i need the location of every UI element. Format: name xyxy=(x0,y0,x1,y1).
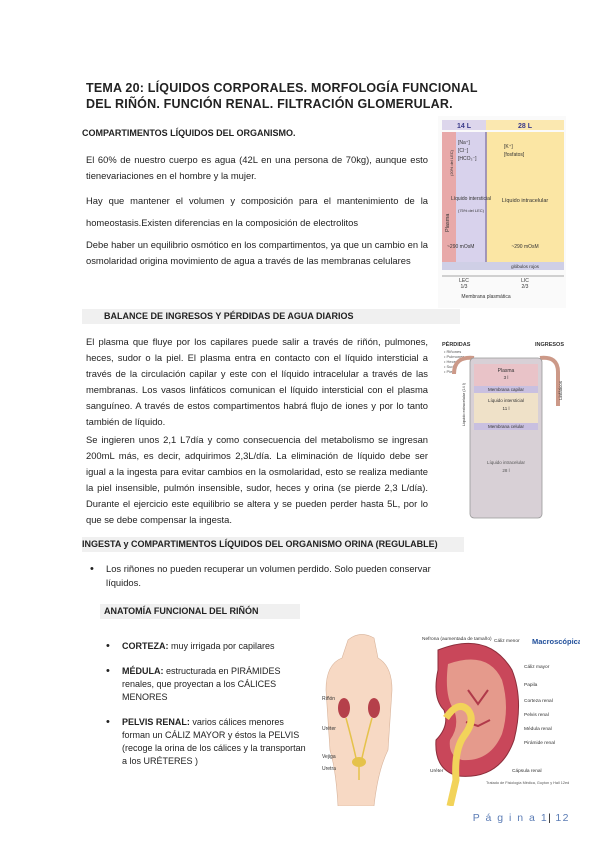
page-total: 12 xyxy=(555,812,570,824)
plasma-label: Plasma xyxy=(445,213,451,232)
paragraph: Hay que mantener el volumen y composición para el mantenimiento de la homeostasis.Existen diferencias en la composición de electrolitos xyxy=(86,195,428,228)
list-item: • MÉDULA: estructurada en PIRÁMIDES renales, que proyectan a los CÁLICES MENORES xyxy=(106,665,306,704)
section-heading-anatomy: ANATOMÍA FUNCIONAL DEL RIÑÓN xyxy=(100,604,300,619)
compartments-figure xyxy=(438,116,566,308)
globulos-label: glóbulos rojos xyxy=(511,264,539,269)
page-title: TEMA 20: LÍQUIDOS CORPORALES. MORFOLOGÍA FUNCIONAL DEL RIÑÓN. FUNCIÓN RENAL. FILTRACIÓN GLOMERULAR. xyxy=(86,81,478,111)
svg-text:Cápsula renal: Cápsula renal xyxy=(512,769,542,774)
list-item: • CORTEZA: muy irrigada por capilares xyxy=(106,640,306,653)
kidney-figure xyxy=(318,630,580,806)
anatomy-list xyxy=(106,640,306,768)
label-rinon: Riñón xyxy=(322,696,336,702)
membrane-label: Membrana plasmática xyxy=(461,294,511,300)
lymphatics-label: Linfáticos xyxy=(558,380,563,400)
list-item: • PELVIS RENAL: varios cálices menores forman un CÁLIZ MAYOR y éstos la PELVIS (recoge la orina de los cálices y la transportan a los URÉTERES ) xyxy=(106,716,306,768)
losses-label: PÉRDIDAS xyxy=(442,342,471,348)
section-heading-intake: INGESTA y COMPARTIMENTOS LÍQUIDOS DEL ORGANISMO ORINA (REGULABLE) xyxy=(82,537,464,552)
svg-text:Pirámide renal: Pirámide renal xyxy=(524,741,555,746)
osm-left: ~290 mOsM xyxy=(447,244,475,250)
svg-text:• Sudor: • Sudor xyxy=(444,364,458,369)
paragraph: El 60% de nuestro cuerpo es agua (42L en una persona de 70kg), aunque esto tienevariaciones en el hombre y la mujer. xyxy=(86,154,428,181)
extracellular-label: Líquido extracelular (14 l) xyxy=(462,383,466,426)
plasma-label: Plasma xyxy=(497,368,515,374)
intracellular-label: Líquido intracelular xyxy=(486,460,526,465)
capillary-membrane: Membrana capilar xyxy=(487,387,525,392)
cell-membrane: Membrana celular xyxy=(487,424,525,429)
section-heading-compartments: COMPARTIMENTOS LÍQUIDOS DEL ORGANISMO. xyxy=(82,128,296,138)
svg-text:Médula renal: Médula renal xyxy=(524,727,552,732)
paragraph: El plasma que fluye por los capilares puede salir a través de riñón, pulmones, heces, sudor o la piel. El plasma entra en contacto con el líquido intersticial a través de la circulación capilar y este con el líquido intracelular a través de las membranas. Los vasos linfáticos comunican el líquido intersticial con el plasma sanguíneo. A través de estos compartimentos habrá flujo de iones y por lo tanto también de líquido. xyxy=(86,336,428,427)
paragraph: Debe haber un equilibrio osmótico en los compartimentos, ya que un cambio en la osmolaridad origina movimiento de agua a través de las membranas celulares xyxy=(86,239,428,266)
svg-text:Corteza renal: Corteza renal xyxy=(524,699,553,704)
lec-volume: 14 L xyxy=(456,123,472,130)
svg-text:• Riñones: • Riñones xyxy=(444,349,462,354)
ion-hco3: [HCO₃⁻] xyxy=(458,156,477,162)
svg-text:11 l: 11 l xyxy=(502,406,510,411)
page-number: 1 xyxy=(540,812,549,824)
intracellular-label: Líquido intracelular xyxy=(501,198,549,204)
svg-text:3 l: 3 l xyxy=(503,375,509,380)
svg-text:Uréter: Uréter xyxy=(430,769,444,774)
svg-text:Papila: Papila xyxy=(524,683,538,688)
svg-text:Pelvis renal: Pelvis renal xyxy=(524,713,549,718)
label-uretra: Uretra xyxy=(322,766,336,772)
lec-fraction: 1/3 xyxy=(460,284,468,290)
lec-label: LEC xyxy=(459,278,469,284)
page-footer: P á g i n a 1| 12 xyxy=(472,812,570,824)
section-heading-balance: BALANCE DE INGRESOS Y PÉRDIDAS DE AGUA DIARIOS xyxy=(82,309,460,324)
svg-text:Cáliz mayor: Cáliz mayor xyxy=(524,665,550,670)
intracellular-region xyxy=(486,132,564,262)
interstitial-label: Líquido intersticial xyxy=(487,398,525,403)
osm-right: ~290 mOsM xyxy=(511,244,539,250)
paragraph: Se ingieren unos 2,1 L7día y como consecuencia del metabolismo se ingresan 200mL más, es decir, adquirimos 2,3L/día. La eliminación de líquido debe ser igual a la ingesta para evitar cambios en la osmolaridad, esto se realiza mediante la piel insensible, pulmón insensible, sudor, heces y orina (se pierde 2,3 L/día). Durante el ejercicio este equilibrio se altera y se pueden perder hasta 5L, por lo que se debe compensar la ingesta. xyxy=(86,434,428,525)
ion-fosfatos: [fosfatos] xyxy=(504,152,525,158)
intake-label: INGRESOS xyxy=(534,342,564,348)
svg-text:• Pulmones: • Pulmones xyxy=(444,354,465,359)
intake-list xyxy=(90,562,450,590)
ion-k: [K⁺] xyxy=(504,144,513,150)
lic-fraction: 2/3 xyxy=(521,284,529,290)
svg-text:• Heces: • Heces xyxy=(444,359,458,364)
interstitial-pct: (75% del LEC) xyxy=(457,208,485,213)
lic-volume: 28 L xyxy=(517,123,533,130)
svg-text:• Piel: • Piel xyxy=(444,369,454,374)
plasma-pct: (20% del LEC) xyxy=(449,149,454,176)
lic-label: LIC xyxy=(521,278,529,284)
label-ureter: Uréter xyxy=(322,726,336,732)
label-caliz-menor: Cáliz menor xyxy=(494,639,520,644)
interstitial-label: Líquido intersticial xyxy=(450,196,492,202)
label-nefrona: Nefrona (aumentada de tamaño) xyxy=(422,637,492,642)
macroscopic-label: Macroscópica xyxy=(532,637,580,646)
ion-cl: [Cl⁻] xyxy=(458,148,469,154)
svg-text:28 l: 28 l xyxy=(502,468,510,473)
label-vejiga: Vejiga xyxy=(322,754,336,760)
ion-na: [Na⁺] xyxy=(458,140,470,146)
figure-credit: Tratado de Fisiología Médica, Guyton y Hall 12ed xyxy=(486,781,570,785)
list-item: • Los riñones no pueden recuperar un volumen perdido. Solo pueden conservar líquidos. xyxy=(90,562,450,590)
balance-figure xyxy=(440,336,566,522)
